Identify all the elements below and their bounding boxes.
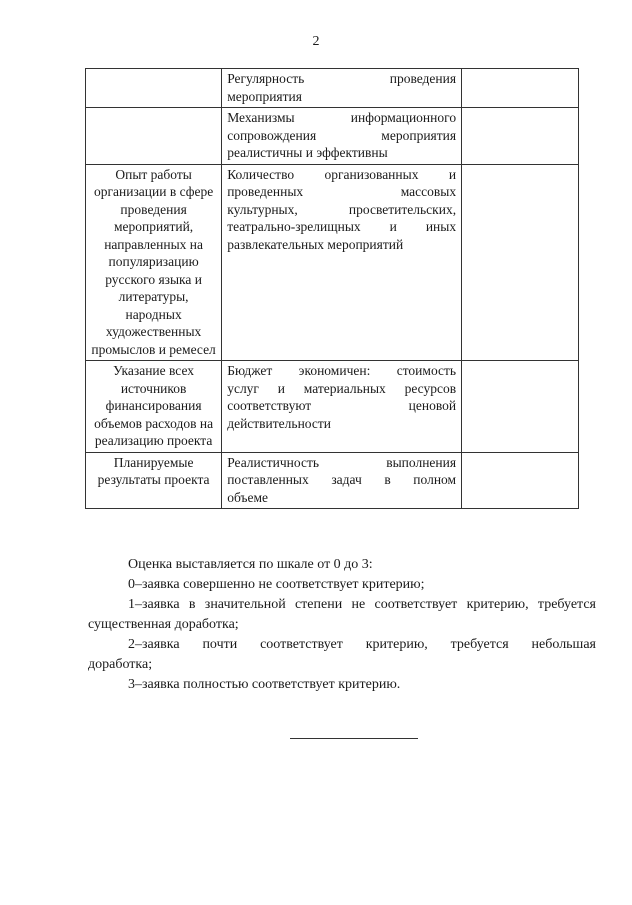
table-row	[86, 69, 579, 108]
indicator-line: действительности	[227, 415, 331, 431]
criterion-cell: Указание всех источников финансирования объемов расходов на реализацию проекта	[86, 361, 222, 453]
criteria-table	[85, 68, 579, 509]
criterion-cell	[86, 108, 222, 165]
scale-item-1-cont: существенная доработка;	[88, 617, 239, 632]
indicator-line: объеме	[227, 489, 268, 505]
indicator-line: Реалистичность выполнения	[227, 454, 457, 470]
indicator-line: мероприятия	[227, 88, 302, 104]
indicator-line: театрально-зрелищных и иных	[227, 219, 457, 234]
indicator-line: Регулярность проведения	[227, 71, 457, 86]
indicator-line: услуг и материальных ресурсов	[227, 380, 457, 396]
indicator-cell	[222, 69, 462, 108]
table-row	[86, 108, 579, 165]
indicator-line: культурных, просветительских,	[227, 201, 457, 217]
table-row	[86, 164, 579, 361]
indicator-line: соответствуют ценовой	[227, 398, 457, 413]
scale-intro: Оценка выставляется по шкале от 0 до 3:	[128, 557, 373, 572]
score-cell	[462, 164, 579, 361]
indicator-line: Механизмы информационного	[227, 110, 457, 125]
criterion-cell: Опыт работы организации в сфере проведения мероприятий, направленных на популяризацию русского языка и литературы, народных художественных промыслов и ремесел	[86, 164, 222, 361]
indicator-cell	[222, 108, 462, 165]
scoring-scale	[88, 555, 596, 695]
criterion-cell: Планируемые результаты проекта	[86, 452, 222, 509]
score-cell	[462, 452, 579, 509]
score-cell	[462, 361, 579, 453]
indicator-cell	[222, 452, 462, 509]
indicator-cell	[222, 361, 462, 453]
table-row	[86, 452, 579, 509]
indicator-line: Бюджет экономичен: стоимость	[227, 363, 457, 378]
scale-item-1: 1–заявка в значительной степени не соответствует критерию, требуется	[128, 597, 596, 612]
indicator-line: развлекательных мероприятий	[227, 236, 404, 252]
closing-divider	[290, 738, 418, 739]
indicator-line: поставленных задач в полном	[227, 472, 457, 487]
score-cell	[462, 108, 579, 165]
indicator-cell	[222, 164, 462, 361]
scale-item-0: 0–заявка совершенно не соответствует критерию;	[128, 577, 425, 592]
indicator-line: сопровождения мероприятия	[227, 127, 457, 143]
scale-item-2-cont: доработка;	[88, 657, 153, 672]
scale-item-2: 2–заявка почти соответствует критерию, требуется небольшая	[128, 637, 596, 652]
criterion-cell	[86, 69, 222, 108]
scale-item-3: 3–заявка полностью соответствует критерию.	[128, 677, 401, 692]
table-row	[86, 361, 579, 453]
page-number: 2	[312, 34, 320, 49]
indicator-line: реалистичны и эффективны	[227, 145, 388, 160]
score-cell	[462, 69, 579, 108]
indicator-line: проведенных массовых	[227, 184, 457, 199]
indicator-line: Количество организованных и	[227, 166, 457, 182]
